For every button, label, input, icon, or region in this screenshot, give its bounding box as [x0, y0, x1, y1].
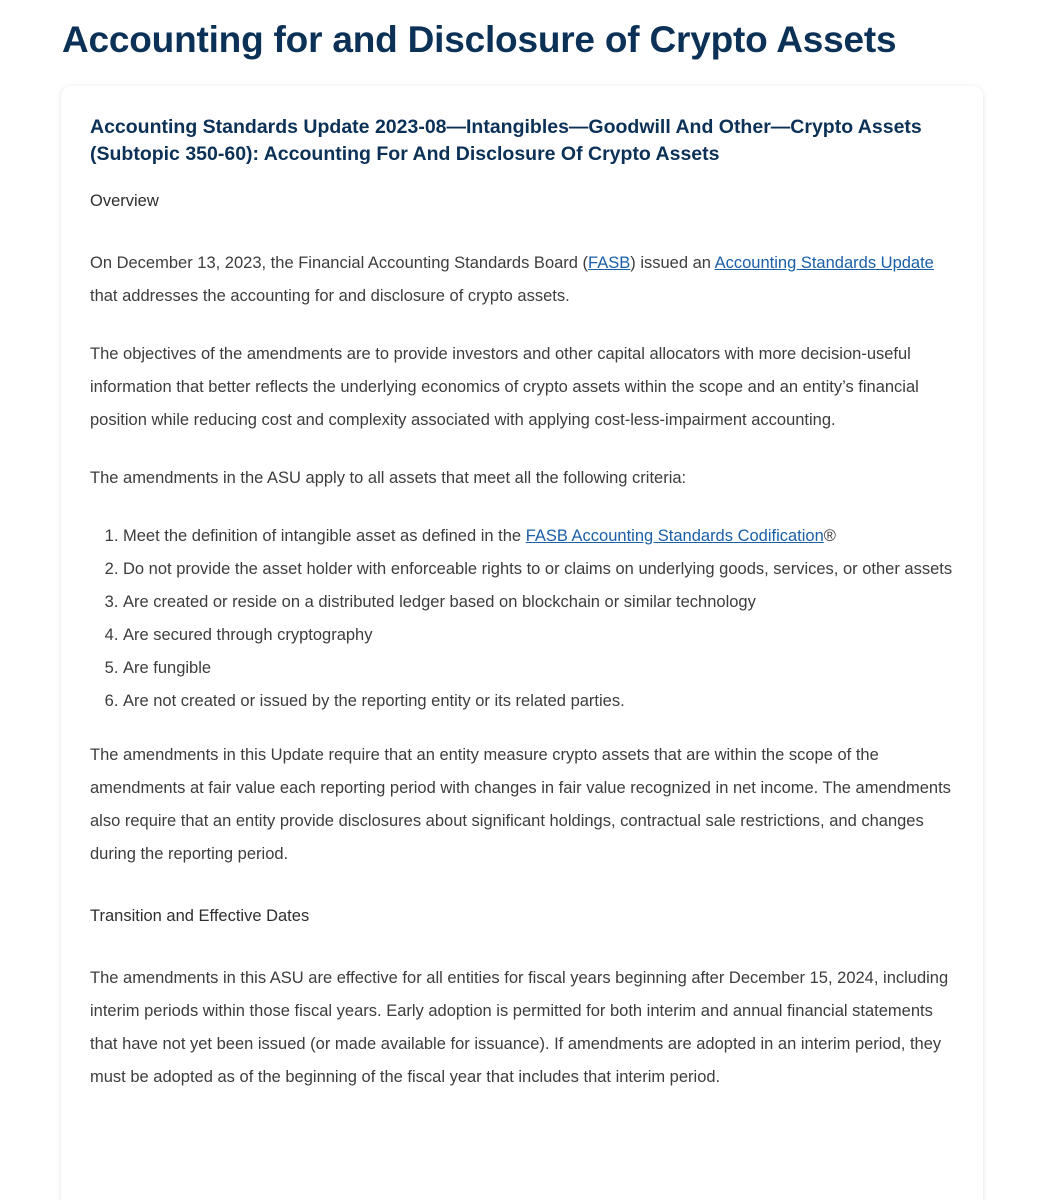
intro-text-start: On December 13, 2023, the Financial Accounting Standards Board (: [90, 254, 589, 272]
overview-heading: Overview: [90, 192, 159, 210]
criteria-intro-paragraph: The amendments in the ASU apply to all assets that meet all the following criteria:: [90, 469, 687, 487]
criteria-item-4: 4. Are secured through cryptography: [123, 619, 953, 652]
fasb-link[interactable]: FASB: [588, 254, 631, 272]
effective-dates-paragraph: The amendments in this ASU are effective for all entities for fiscal years beginning after December 15, 2024, including interim periods within those fiscal years. Early adoption is permitted for both interim and annual financial statements that have not yet been issued (or made available for issuance). If amendments are adopted in an interim period, they must be adopted as of the beginning of the fiscal year that includes that interim period.: [90, 969, 949, 1086]
intro-text-middle: ) issued an: [630, 254, 715, 272]
fasb-codification-link[interactable]: FASB Accounting Standards Codification: [525, 527, 824, 545]
criteria-item-3: 3. Are created or reside on a distributed ledger based on blockchain or similar technology: [123, 586, 953, 619]
criteria-item-2: 2. Do not provide the asset holder with enforceable rights to or claims on underlying goods, services, or other assets: [123, 553, 953, 586]
accounting-standards-update-link[interactable]: Accounting Standards Update: [714, 254, 934, 272]
criteria-item-5: 5. Are fungible: [123, 652, 953, 685]
asu-title: Accounting Standards Update 2023-08—Intangibles—Goodwill And Other—Crypto Assets (Subtopic 350-60): Accounting For And Disclosure Of Crypto Assets: [90, 116, 922, 165]
fair-value-paragraph: The amendments in this Update require that an entity measure crypto assets that are within the scope of the amendments at fair value each reporting period with changes in fair value recognized in net income. The amendments also require that an entity provide disclosures about significant holdings, contractual sale restrictions, and changes during the reporting period.: [90, 746, 951, 863]
objectives-paragraph: The objectives of the amendments are to provide investors and other capital allocators with more decision-useful information that better reflects the underlying economics of crypto assets within the scope and an entity’s financial position while reducing cost and complexity associated with applying cost-less-impairment accounting.: [90, 345, 919, 429]
intro-paragraph: [90, 247, 953, 313]
transition-heading: Transition and Effective Dates: [90, 907, 310, 925]
article-card: [61, 86, 983, 1200]
criteria-item-1: [123, 520, 953, 553]
criteria-list: [90, 520, 953, 718]
page-title: Accounting for and Disclosure of Crypto Assets: [62, 19, 897, 60]
intro-text-end: that addresses the accounting for and disclosure of crypto assets.: [90, 287, 570, 305]
criteria-item-1-text: Meet the definition of intangible asset as defined in the: [123, 527, 526, 545]
criteria-item-6: 6. Are not created or issued by the reporting entity or its related parties.: [123, 685, 953, 718]
registered-mark: ®: [823, 527, 836, 545]
